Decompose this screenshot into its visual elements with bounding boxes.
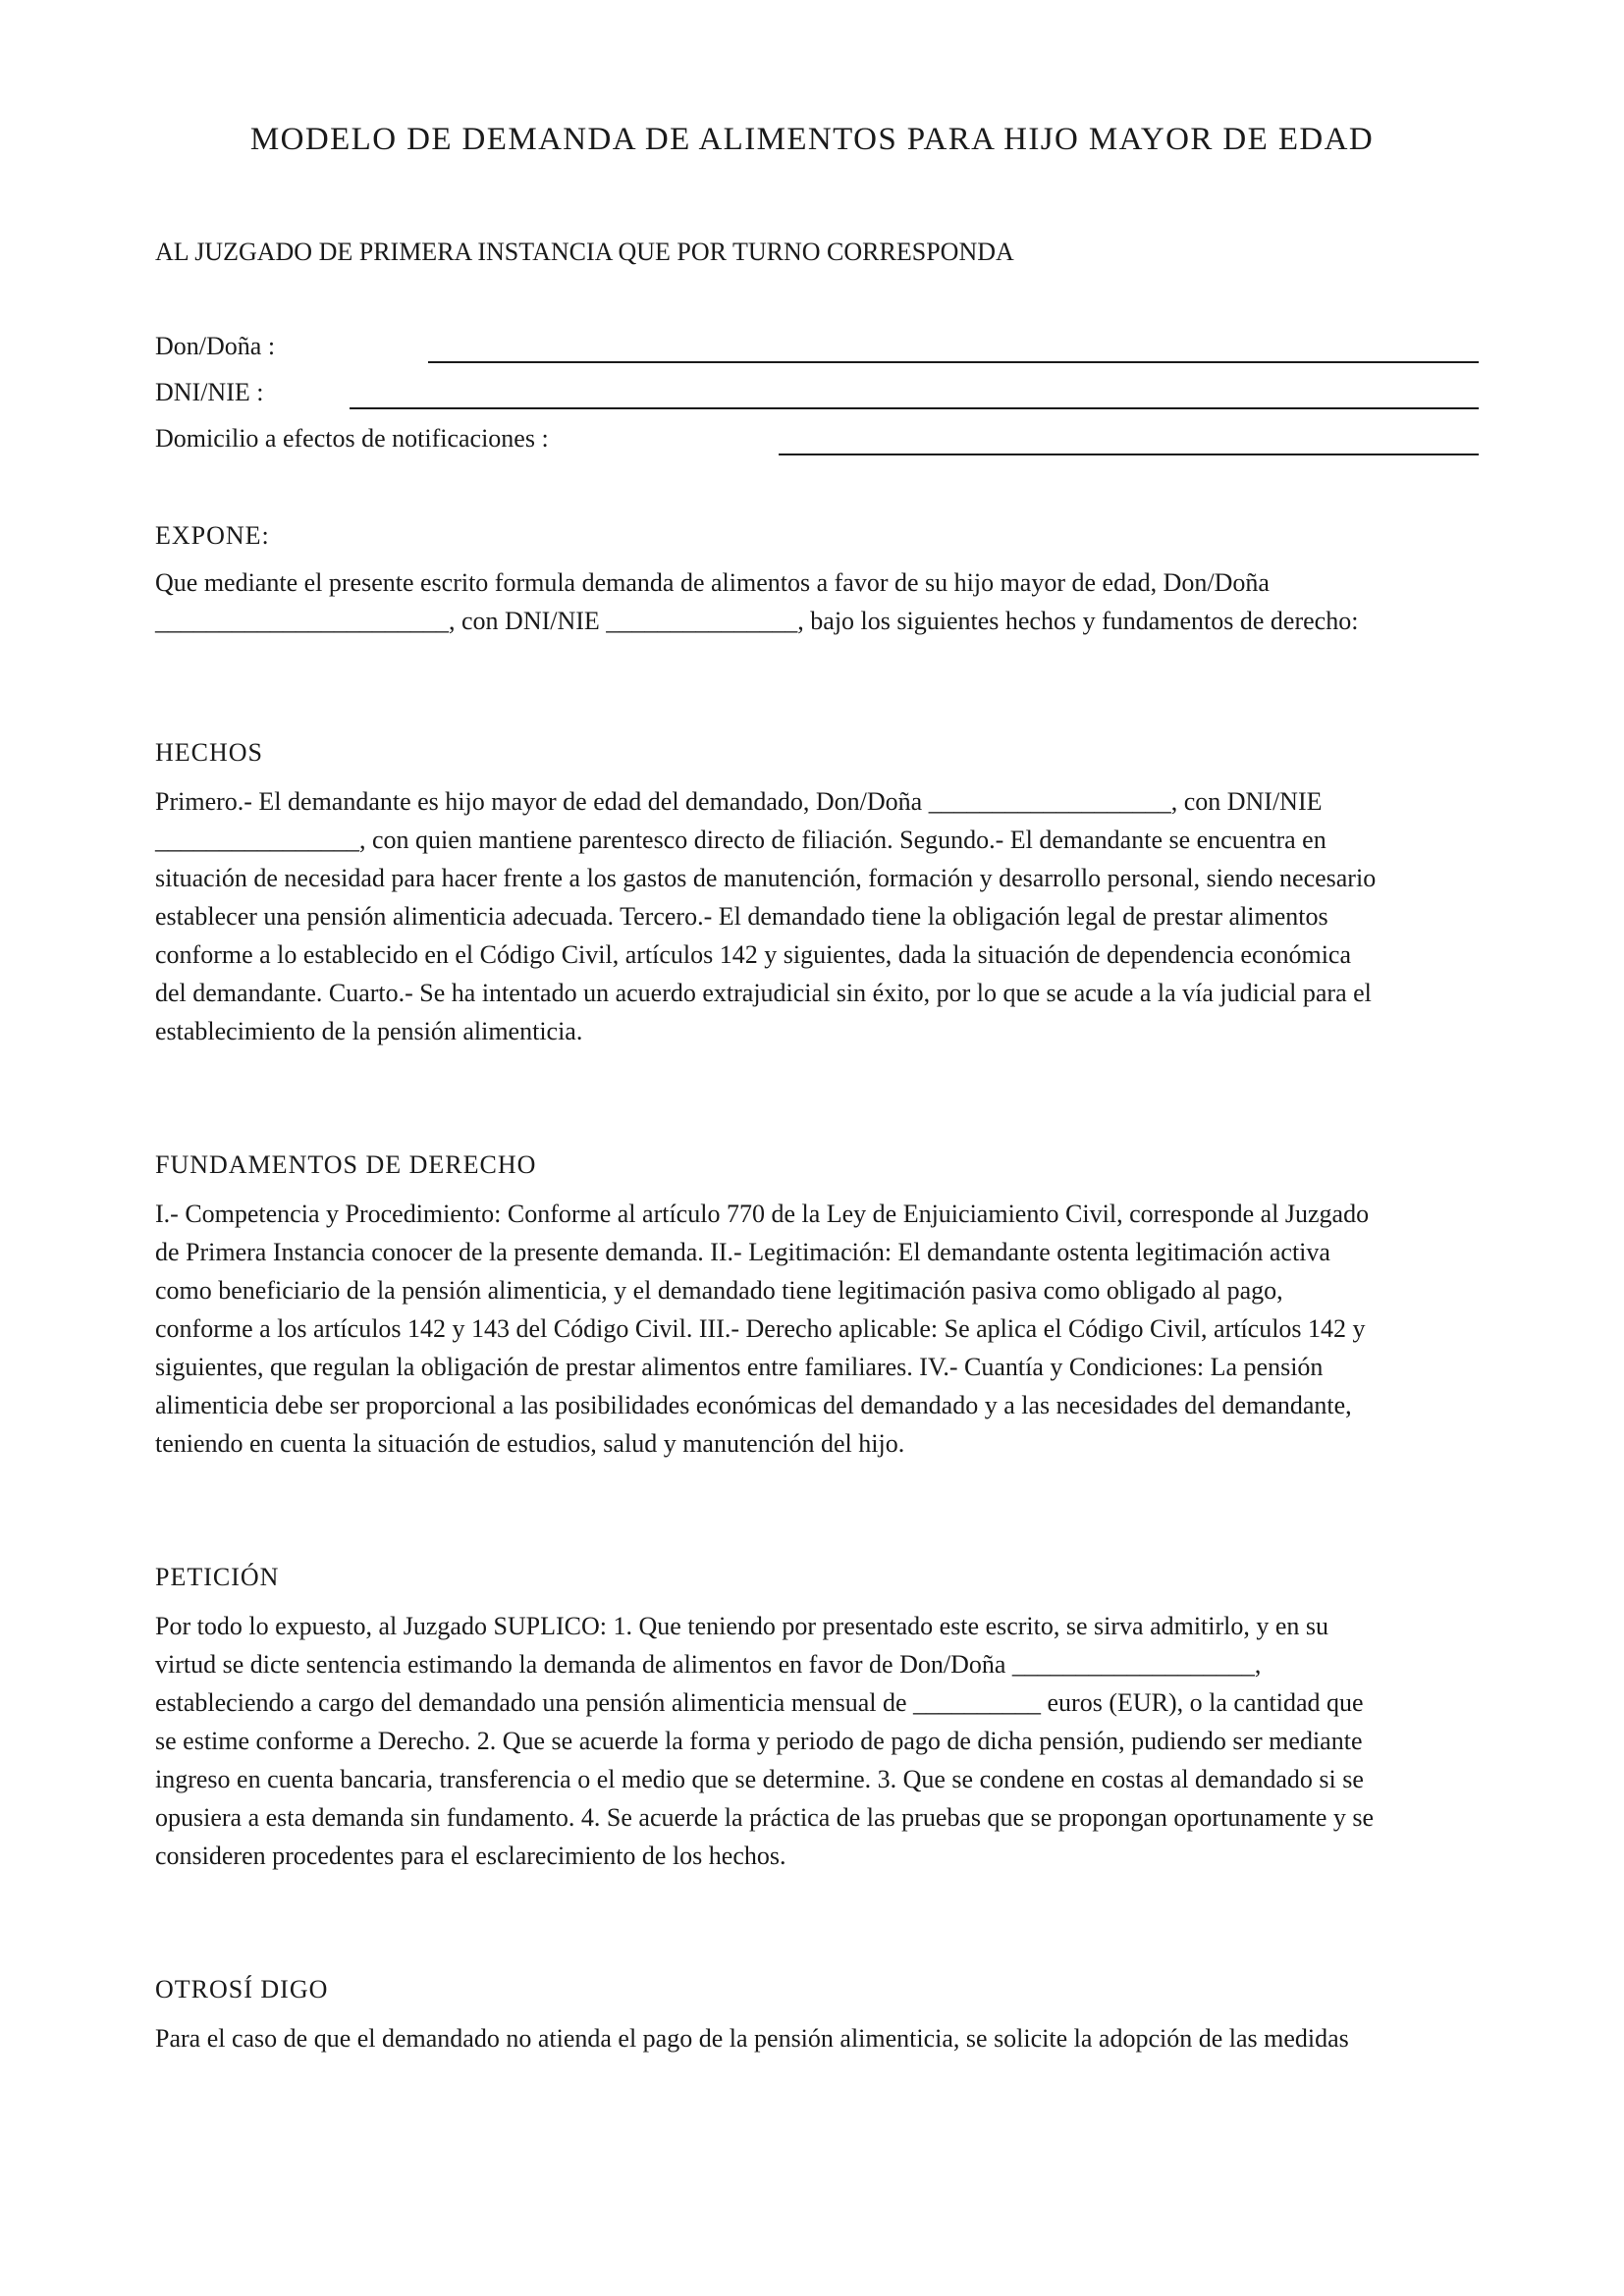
text-line: Para el caso de que el demandado no atienda el pago de la pensión alimenticia, se solicite la adopción de las medidas xyxy=(155,2024,1349,2053)
text-line: del demandante. Cuarto.- Se ha intentado un acuerdo extrajudicial sin éxito, por lo que se acude a la vía judicial para el xyxy=(155,979,1372,1007)
text-line: ingreso en cuenta bancaria, transferencia o el medio que se determine. 3. Que se condene en costas al demandado si se xyxy=(155,1765,1364,1793)
section-heading-peticion: PETICIÓN xyxy=(155,1563,280,1591)
text-line: se estime conforme a Derecho. 2. Que se acuerde la forma y periodo de pago de dicha pensión, pudiendo ser mediante xyxy=(155,1727,1363,1755)
text-line: conforme a lo establecido en el Código Civil, artículos 142 y siguientes, dada la situación de dependencia económica xyxy=(155,940,1352,969)
field-address xyxy=(155,424,1490,463)
text-line: Que mediante el presente escrito formula demanda de alimentos a favor de su hijo mayor de edad, Don/Doña xyxy=(155,568,1270,597)
field-name-blank[interactable] xyxy=(428,361,1479,363)
text-line: establecimiento de la pensión alimenticia. xyxy=(155,1017,583,1045)
text-line: _______________________, con DNI/NIE _______________, bajo los siguientes hechos y fundamentos de derecho: xyxy=(155,607,1359,635)
field-dni-blank[interactable] xyxy=(350,407,1479,409)
field-name-label: Don/Doña : xyxy=(155,332,276,360)
text-line: de Primera Instancia conocer de la presente demanda. II.- Legitimación: El demandante ostenta legitimación activa xyxy=(155,1238,1330,1266)
section-body-expone xyxy=(155,563,1490,640)
section-body-peticion xyxy=(155,1607,1490,1875)
field-address-blank[interactable] xyxy=(779,454,1479,455)
text-line: establecer una pensión alimenticia adecuada. Tercero.- El demandado tiene la obligación legal de prestar alimentos xyxy=(155,902,1328,931)
text-line: como beneficiario de la pensión alimenticia, y el demandado tiene legitimación pasiva como obligado al pago, xyxy=(155,1276,1283,1305)
text-line: conforme a los artículos 142 y 143 del Código Civil. III.- Derecho aplicable: Se aplica el Código Civil, artículos 142 y xyxy=(155,1314,1366,1343)
section-heading-fundamentos: FUNDAMENTOS DE DERECHO xyxy=(155,1150,537,1179)
section-heading-otrosi: OTROSÍ DIGO xyxy=(155,1975,329,2003)
field-dni-label: DNI/NIE : xyxy=(155,378,264,406)
field-dni xyxy=(155,378,1490,417)
field-name xyxy=(155,332,1490,371)
section-body-otrosi xyxy=(155,2019,1490,2057)
section-body-hechos xyxy=(155,782,1490,1050)
court-addressee: AL JUZGADO DE PRIMERA INSTANCIA QUE POR TURNO CORRESPONDA xyxy=(155,238,1014,266)
section-heading-hechos: HECHOS xyxy=(155,738,264,767)
text-line: situación de necesidad para hacer frente a los gastos de manutención, formación y desarrollo personal, siendo necesario xyxy=(155,864,1377,892)
text-line: consideren procedentes para el esclarecimiento de los hechos. xyxy=(155,1842,786,1870)
text-line: ________________, con quien mantiene parentesco directo de filiación. Segundo.- El demandante se encuentra en xyxy=(155,826,1326,854)
text-line: siguientes, que regulan la obligación de prestar alimentos entre familiares. IV.- Cuantía y Condiciones: La pensión xyxy=(155,1353,1324,1381)
text-line: teniendo en cuenta la situación de estudios, salud y manutención del hijo. xyxy=(155,1429,905,1458)
text-line: alimenticia debe ser proporcional a las posibilidades económicas del demandado y a las necesidades del demandante, xyxy=(155,1391,1352,1419)
text-line: opusiera a esta demanda sin fundamento. 4. Se acuerde la práctica de las pruebas que se propongan oportunamente y se xyxy=(155,1803,1375,1832)
section-heading-expone: EXPONE: xyxy=(155,521,270,550)
field-address-label: Domicilio a efectos de notificaciones : xyxy=(155,424,549,453)
text-line: Por todo lo expuesto, al Juzgado SUPLICO: 1. Que teniendo por presentado este escrito, se sirva admitirlo, y en su xyxy=(155,1612,1329,1640)
text-line: Primero.- El demandante es hijo mayor de edad del demandado, Don/Doña ___________________, con DNI/NIE xyxy=(155,787,1323,816)
section-body-fundamentos xyxy=(155,1195,1490,1463)
document-title: MODELO DE DEMANDA DE ALIMENTOS PARA HIJO MAYOR DE EDAD xyxy=(249,122,1375,157)
text-line: I.- Competencia y Procedimiento: Conforme al artículo 770 de la Ley de Enjuiciamiento Civil, corresponde al Juzgado xyxy=(155,1200,1370,1228)
text-line: virtud se dicte sentencia estimando la demanda de alimentos en favor de Don/Doña ___________________, xyxy=(155,1650,1262,1679)
text-line: estableciendo a cargo del demandado una pensión alimenticia mensual de __________ euros (EUR), o la cantidad que xyxy=(155,1688,1364,1717)
